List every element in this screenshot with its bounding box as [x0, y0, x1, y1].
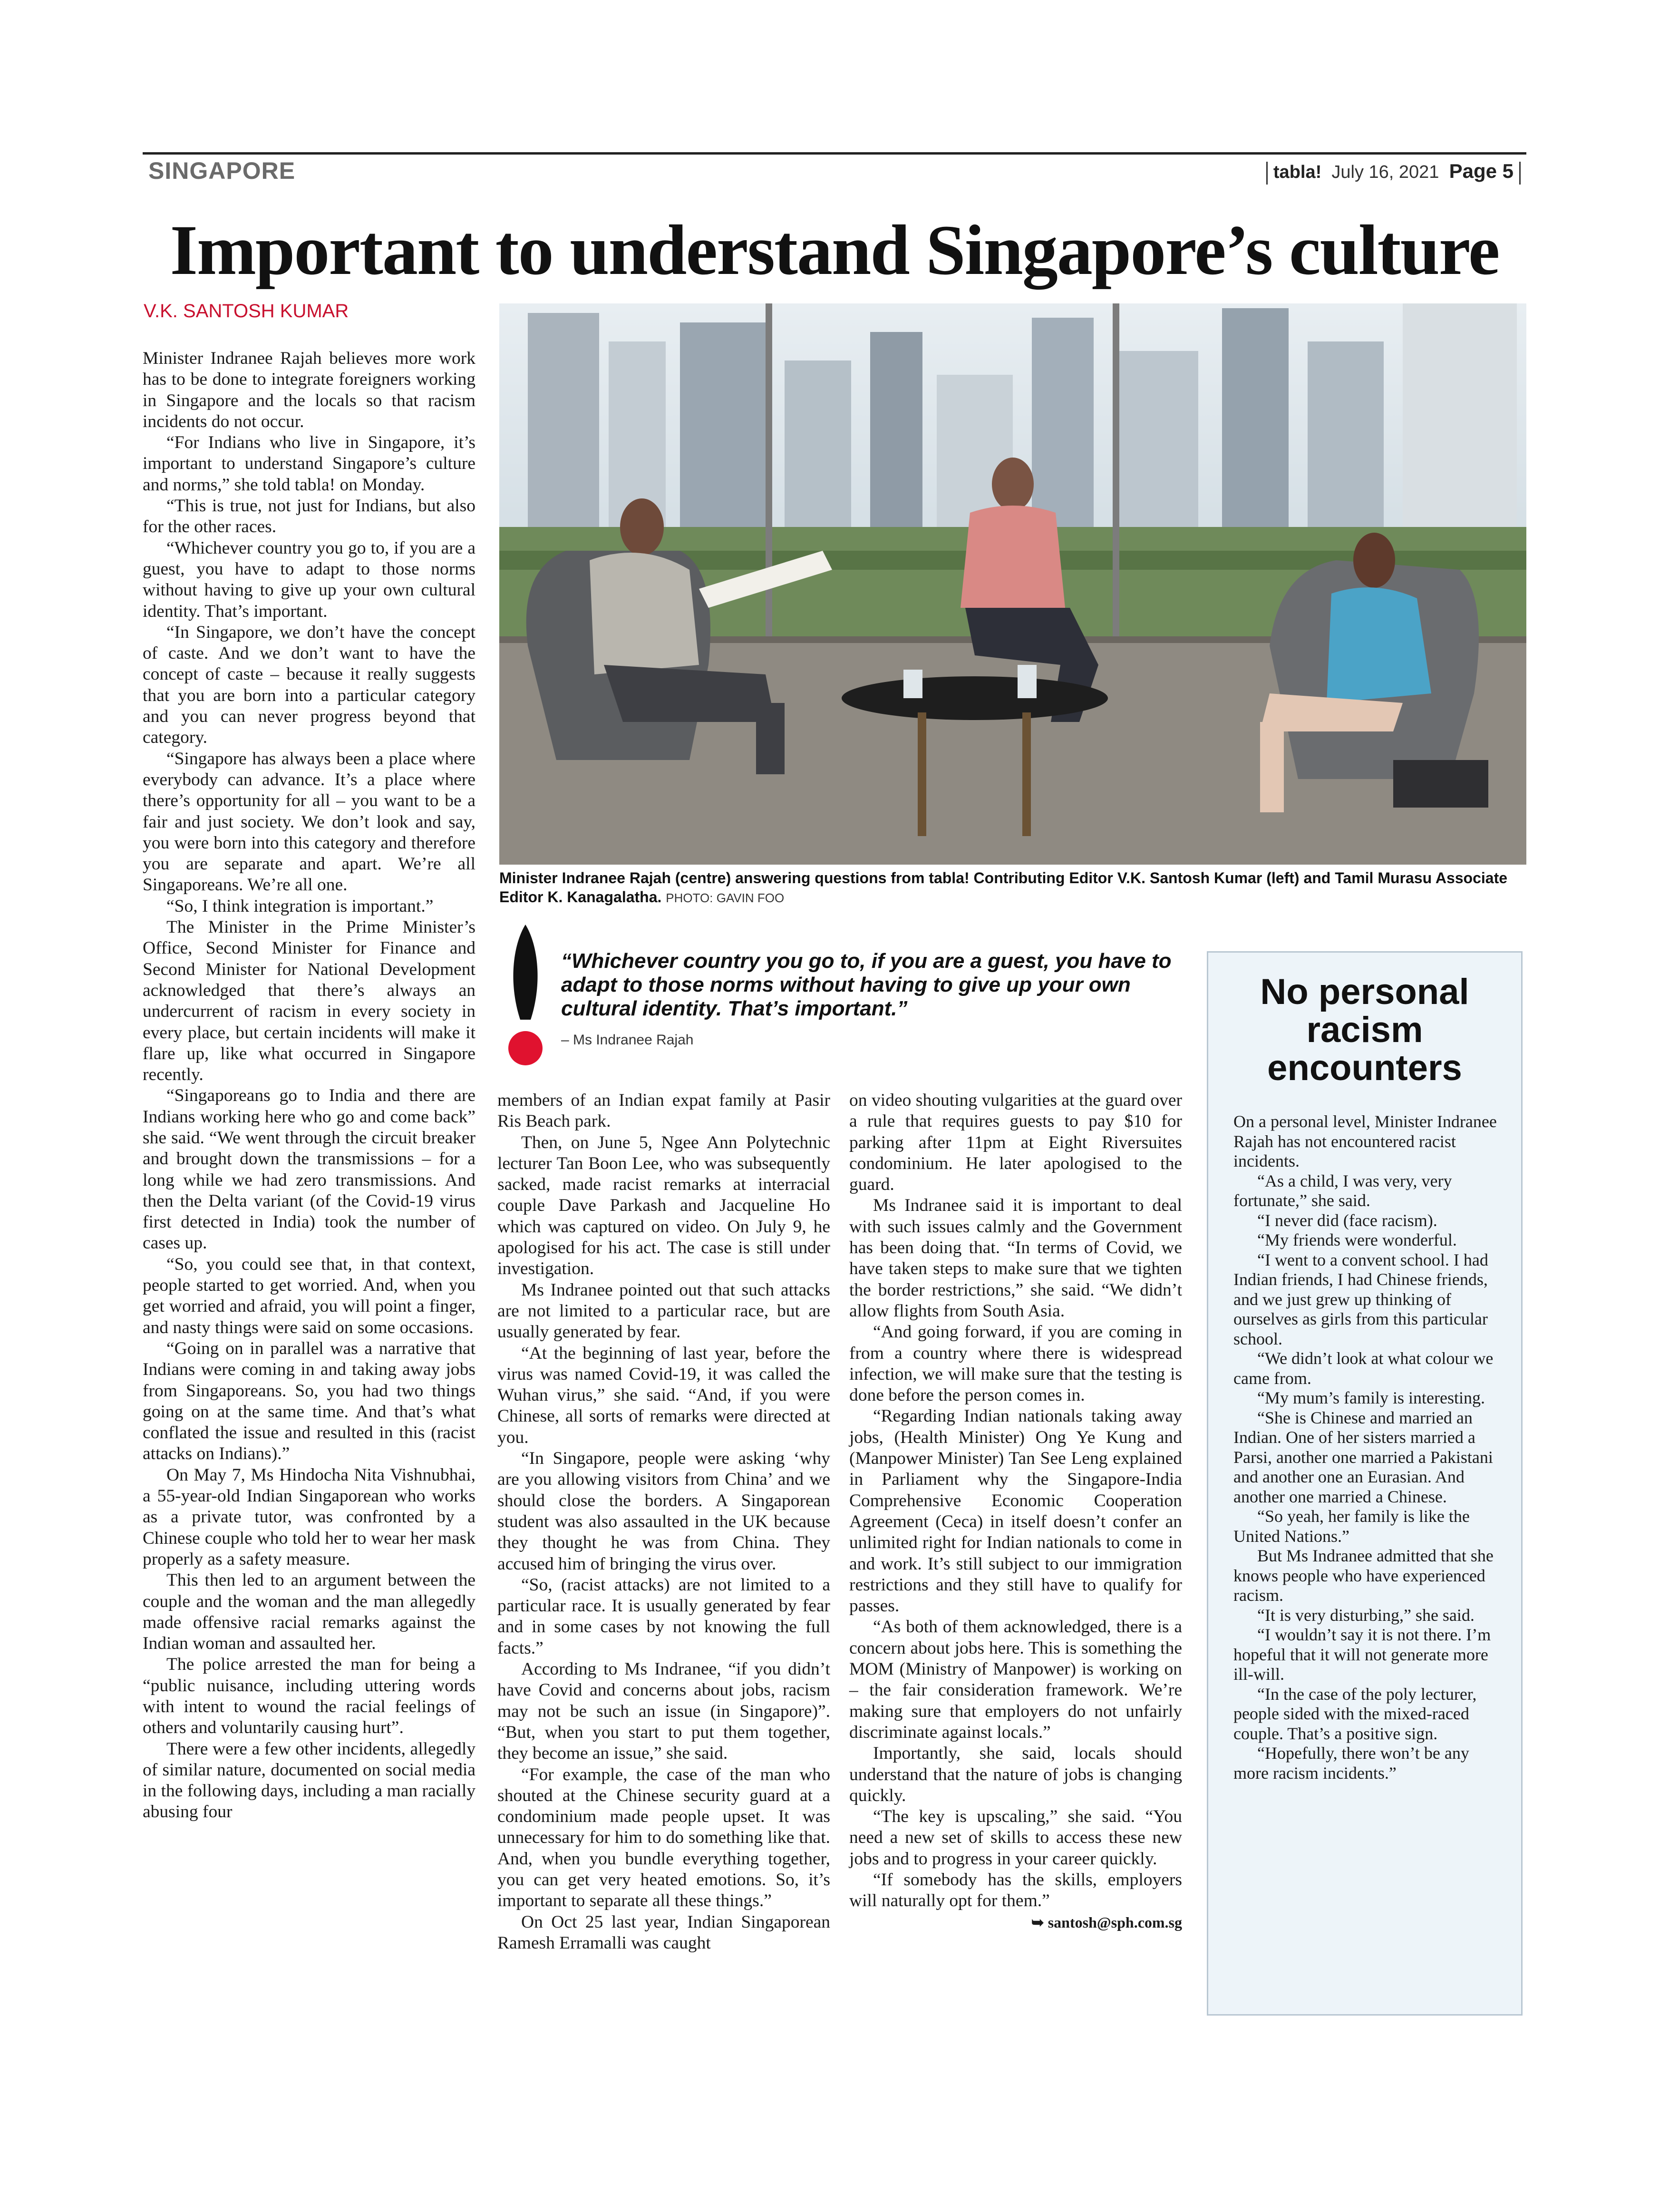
paragraph: “Regarding Indian nationals taking away jobs, (Health Minister) Ong Ye Kung and (Manpower Minister) Tan See Leng explained in Parliament why the Singapore-India Comprehensive Economic Cooperation Agreement (Ceca) in itself doesn’t confer an unlimited right for Indian nationals to come in and work. It’s still subject to our immigration restrictions and they still have to qualify for passes. — [849, 1406, 1182, 1616]
paragraph: Importantly, she said, locals should understand that the nature of jobs is changing quickly. — [849, 1744, 1182, 1805]
paragraph: On a personal level, Minister Indranee Rajah has not encountered racist incidents. — [1233, 1112, 1497, 1170]
paragraph: The Minister in the Prime Minister’s Office, Second Minister for Finance and Second Minister for National Development acknowledged that there’s always an undercurrent of racism in every society in every place, but certain incidents will make it flare up, like what occurred in Singapore recently. — [143, 917, 475, 1085]
caption-text: Minister Indranee Rajah (centre) answering questions from tabla! Contributing Editor V.K. Santosh Kumar (left) and Tamil Murasu Associate Editor K. Kanagalatha. — [499, 869, 1508, 906]
paragraph: “Whichever country you go to, if you are a guest, you have to adapt to those norms without having to give up your own cultural identity. That’s important. — [143, 538, 475, 621]
paragraph: Ms Indranee pointed out that such attacks are not limited to a particular race, but are usually generated by fear. — [497, 1280, 830, 1342]
paragraph: “So, (racist attacks) are not limited to a particular race. It is usually generated by fear and in some cases by not knowing the full facts.” — [497, 1575, 830, 1658]
headline: Important to understand Singapore’s culture — [170, 211, 1499, 290]
paragraph: “It is very disturbing,” she said. — [1257, 1605, 1475, 1625]
paragraph: “Going on in parallel was a narrative that Indians were coming in and taking away jobs from Singaporeans. So, you had two things going on at the same time. And that’s what conflated the issue and resulted in this (racist attacks on Indians).” — [143, 1338, 475, 1464]
masthead — [1261, 160, 1526, 185]
byline: V.K. SANTOSH KUMAR — [144, 301, 349, 322]
photo-caption — [499, 868, 1526, 907]
paragraph: “For example, the case of the man who shouted at the Chinese security guard at a condominium made people upset. It was unnecessary for him to do something like that. And, when you bundle everything together, you can get very heated emotions. So, it’s important to separate all these things.” — [497, 1764, 830, 1911]
issue-date: July 16, 2021 — [1331, 162, 1439, 182]
paragraph: on video shouting vulgarities at the guard over a rule that requires guests to pay $10 for parking after 11pm at Eight Riversuites condominium. He later apologised to the guard. — [849, 1091, 1182, 1195]
paragraph: “In the case of the poly lecturer, people sided with the mixed-raced couple. That’s a positive sign. — [1233, 1684, 1477, 1743]
photo-credit: PHOTO: GAVIN FOO — [666, 891, 785, 905]
paragraph: “So, I think integration is important.” — [166, 896, 434, 916]
article-column-3 — [849, 1090, 1182, 1933]
sidebar-column — [1233, 1112, 1504, 1783]
section-label: SINGAPORE — [148, 157, 296, 184]
paragraph: “Singaporeans go to India and there are Indians working here who go and come back” she said. “We went through the circuit breaker and brought down the transmissions – for a long while we had zero transmissions. And then the Delta variant (of the Covid-19 virus first detected in India) took the number of cases up. — [143, 1086, 475, 1253]
paragraph: “In Singapore, people were asking ‘why are you allowing visitors from China’ and we should close the borders. A Singaporean student was also assaulted in the UK because they thought he was from China. They accused him of bringing the virus over. — [497, 1449, 830, 1574]
paragraph: “Hopefully, there won’t be any more racism incidents.” — [1233, 1744, 1469, 1783]
paragraph: “She is Chinese and married an Indian. One of her sisters married a Parsi, another one married a Pakistani and another one an Eurasian. And another one married a Chinese. — [1233, 1408, 1493, 1506]
paragraph: According to Ms Indranee, “if you didn’t have Covid and concerns about jobs, racism may not be such an issue (in Singapore)”. “But, when you start to put them together, they become an issue,” she said. — [497, 1659, 830, 1764]
paragraph: But Ms Indranee admitted that she knows people who have experienced racism. — [1233, 1546, 1494, 1605]
paragraph: “So yeah, her family is like the United Nations.” — [1233, 1507, 1470, 1546]
paragraph: Ms Indranee said it is important to deal with such issues calmly and the Government has been doing that. “In terms of Covid, we have taken steps to make sure that we tighten the border restrictions,” she said. “We didn’t allow flights from South Asia. — [849, 1196, 1182, 1321]
paragraph: “So, you could see that, in that context, people started to get worried. And, when you get worried and afraid, you will point a finger, and nasty things were said on some occasions. — [143, 1254, 475, 1337]
pull-quote: “Whichever country you go to, if you are a guest, you have to adapt to those norms without having to give up your own cultural identity. That’s important.” — [561, 949, 1172, 1020]
pull-quote-attribution: – Ms Indranee Rajah — [561, 1032, 694, 1048]
paragraph: “I wouldn’t say it is not there. I’m hopeful that it will not generate more ill-will. — [1233, 1625, 1491, 1684]
sidebar-title: No personal racism encounters — [1260, 972, 1469, 1088]
paragraph: members of an Indian expat family at Pasir Ris Beach park. — [497, 1091, 830, 1131]
paragraph: “For Indians who live in Singapore, it’s important to understand Singapore’s culture and norms,” she told tabla! on Monday. — [143, 433, 475, 495]
paragraph: “Singapore has always been a place where everybody can advance. It’s a place where there’s opportunity for all – you want to be a fair and just society. We don’t look and say, you were born into this category and therefore you are separate and apart. We’re all Singaporeans. We’re all one. — [143, 749, 475, 895]
paragraph: “My mum’s family is interesting. — [1257, 1388, 1485, 1407]
masthead-divider — [1266, 162, 1268, 185]
exclamation-icon — [504, 925, 547, 1067]
interview-scene-image — [499, 303, 1526, 865]
paragraph: The police arrested the man for being a “public nuisance, including uttering words with intent to wound the racial feelings of others and voluntarily causing hurt”. — [143, 1655, 475, 1738]
paragraph: This then led to an argument between the couple and the woman and the man allegedly made offensive racial remarks against the Indian woman and assaulted her. — [143, 1570, 475, 1654]
paragraph: “In Singapore, we don’t have the concept of caste. And we don’t want to have the concept of caste – because it really suggests that you are born into a particular category and you can never progress beyond that category. — [143, 622, 475, 748]
paragraph: “If somebody has the skills, employers will naturally opt for them.” — [849, 1870, 1182, 1911]
paragraph: On May 7, Ms Hindocha Nita Vishnubhai, a 55-year-old Indian Singaporean who works as a private tutor, was confronted by a Chinese couple who told her to wear her mask properly as a safety measure. — [143, 1465, 475, 1569]
paragraph: “At the beginning of last year, before the virus was named Covid-19, it was called the Wuhan virus,” she said. “And, if you were Chinese, all sorts of remarks were directed at you. — [497, 1343, 830, 1447]
article-photo — [499, 303, 1526, 865]
masthead-divider — [1519, 162, 1521, 185]
article-column-2 — [497, 1090, 830, 1954]
paragraph: “I went to a convent school. I had Indian friends, I had Chinese friends, and we just grew up thinking of ourselves as girls from this particular school. — [1233, 1250, 1488, 1348]
paragraph: Then, on June 5, Ngee Ann Polytechnic lecturer Tan Boon Lee, who was subsequently sacked, made racist remarks at interracial couple Dave Parkash and Jacqueline Ho which was captured on video. On July 9, he apologised for his act. The case is still under investigation. — [497, 1132, 830, 1279]
paragraph: Minister Indranee Rajah believes more work has to be done to integrate foreigners working in Singapore and the locals so that racism incidents do not occur. — [143, 349, 475, 431]
publication-name: tabla! — [1273, 162, 1322, 182]
paragraph: “As a child, I was very, very fortunate,” she said. — [1233, 1171, 1452, 1210]
paragraph: “As both of them acknowledged, there is a concern about jobs here. This is something the MOM (Ministry of Manpower) is working on – the fair consideration framework. We’re making sure that employers do not unfairly discriminate against locals.” — [849, 1617, 1182, 1742]
article-column-1 — [143, 348, 475, 1823]
top-rule — [143, 152, 1526, 155]
paragraph: “And going forward, if you are coming in from a country where there is widespread infection, we will make sure that the testing is done before the person comes in. — [849, 1322, 1182, 1405]
paragraph: “My friends were wonderful. — [1257, 1230, 1457, 1249]
page-number: Page 5 — [1449, 160, 1514, 182]
paragraph: “I never did (face racism). — [1257, 1210, 1437, 1230]
paragraph: “The key is upscaling,” she said. “You need a new set of skills to access these new jobs and to progress in your career quickly. — [849, 1807, 1182, 1869]
paragraph: “We didn’t look at what colour we came from. — [1233, 1349, 1494, 1388]
paragraph: “This is true, not just for Indians, but also for the other races. — [143, 496, 475, 537]
paragraph: There were a few other incidents, allegedly of similar nature, documented on social media in the following days, including a man racially abusing four — [143, 1739, 475, 1822]
author-email[interactable]: ➥ santosh@sph.com.sg — [1031, 1913, 1182, 1931]
paragraph: On Oct 25 last year, Indian Singaporean Ramesh Erramalli was caught — [497, 1912, 830, 1953]
